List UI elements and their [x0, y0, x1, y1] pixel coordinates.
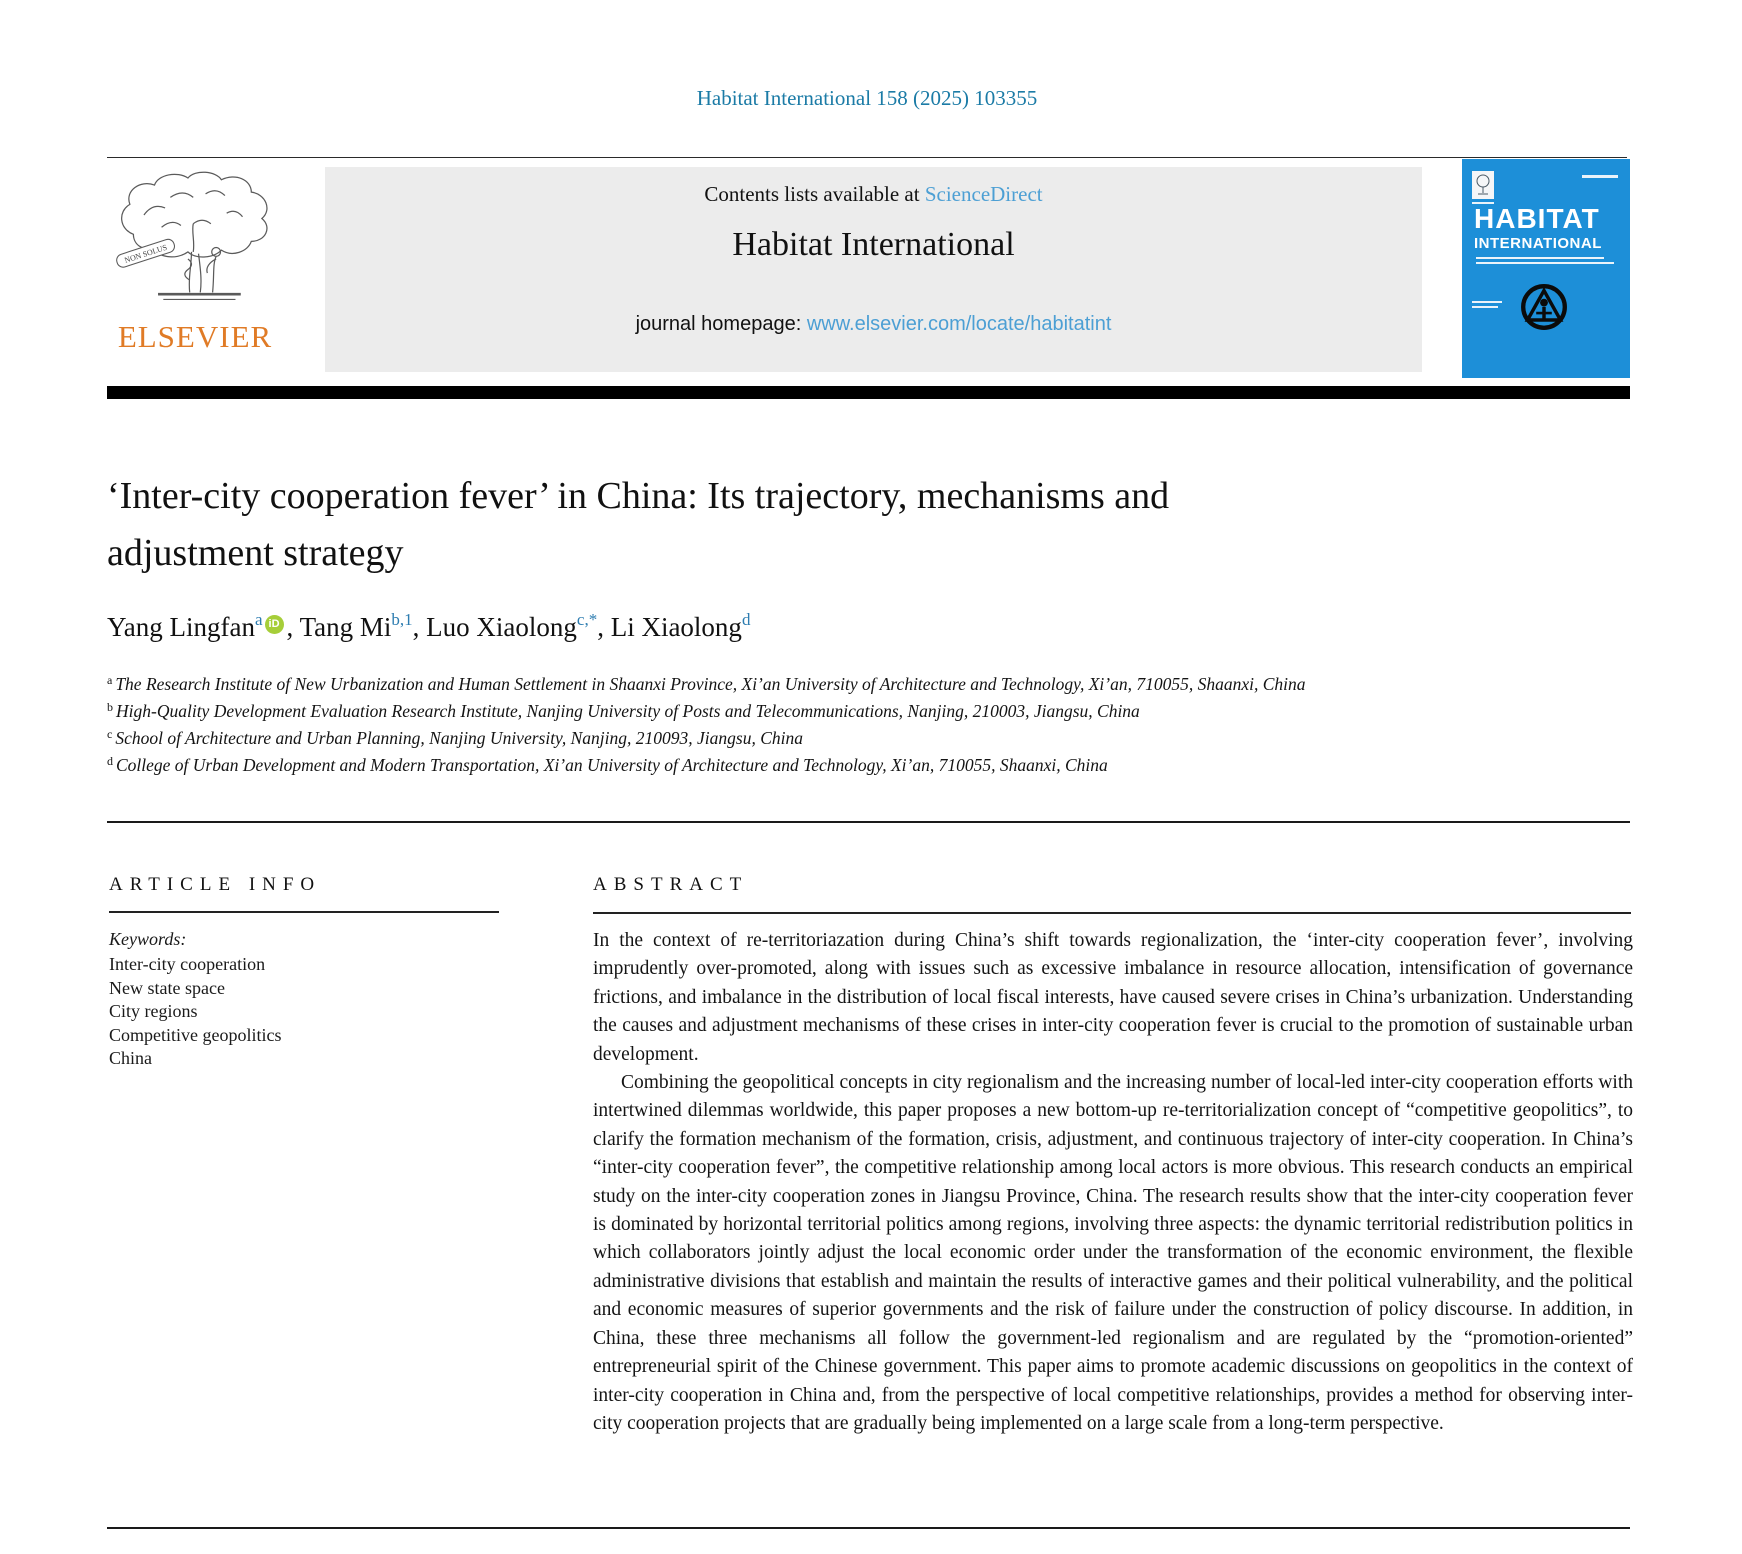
- author-affiliation-mark: d: [741, 610, 751, 629]
- author-affiliation-mark: a: [255, 610, 263, 629]
- author-affiliation-mark: c,*: [576, 610, 598, 629]
- affiliation-entry: [107, 672, 1337, 699]
- author-line: [107, 612, 1631, 643]
- cover-emblem-icon: [1518, 281, 1570, 333]
- author-affiliation-mark: b,1: [391, 610, 413, 629]
- affiliation-entry: [107, 726, 1337, 753]
- homepage-line: [325, 313, 1422, 336]
- article-title: [107, 468, 1631, 582]
- keyword-item: Inter-city cooperation: [109, 954, 266, 974]
- affiliation-text: High-Quality Development Evaluation Research Institute, Nanjing University of Posts and Telecommunications, Nanjing, 210003, Jiangsu, China: [116, 701, 1140, 721]
- section-divider-rule: [107, 821, 1630, 823]
- elsevier-wordmark: ELSEVIER: [117, 319, 273, 354]
- cover-elsevier-mini-logo-icon: [1472, 171, 1494, 199]
- orcid-icon[interactable]: iD: [265, 615, 284, 634]
- keywords-label: Keywords:: [109, 929, 187, 949]
- cover-tagline-microtext: [1476, 257, 1604, 259]
- cover-issn-microtext: [1582, 175, 1618, 178]
- author-separator: ,: [412, 612, 427, 642]
- affiliation-text: College of Urban Development and Modern Transportation, Xi’an University of Architecture and Technology, Xi’an, 710055, Shaanxi, China: [116, 755, 1108, 775]
- keywords-list: [109, 953, 509, 1071]
- homepage-prefix: journal homepage:: [635, 313, 807, 335]
- affiliation-label: c: [107, 727, 113, 741]
- article-info-heading: ARTICLE INFO: [109, 874, 322, 895]
- journal-cover-thumbnail[interactable]: [1462, 159, 1630, 378]
- article-title-line2: adjustment strategy: [107, 532, 404, 574]
- elsevier-logo[interactable]: [103, 165, 287, 365]
- cover-editor-microtext: [1472, 301, 1502, 303]
- journal-masthead: [325, 167, 1422, 372]
- cover-subtitle: INTERNATIONAL: [1474, 235, 1602, 252]
- cover-tagline-microtext: [1476, 262, 1614, 264]
- contents-text: Contents lists available at: [704, 182, 925, 206]
- abstract-rule: [593, 912, 1631, 914]
- abstract-body: [593, 927, 1633, 1438]
- affiliation-text: School of Architecture and Urban Planning, Nanjing University, Nanjing, 210093, Jiangsu, China: [115, 728, 803, 748]
- keyword-item: Competitive geopolitics: [109, 1024, 282, 1045]
- keyword-item: New state space: [109, 977, 225, 998]
- non-solus-motto: NON SOLUS: [123, 242, 169, 265]
- cover-editor-microtext: [1472, 306, 1498, 308]
- affiliation-label: a: [107, 673, 113, 687]
- divider-bar: [107, 386, 1630, 399]
- sciencedirect-link[interactable]: ScienceDirect: [924, 182, 1043, 206]
- author-separator: ,: [597, 612, 611, 642]
- abstract-paragraph-2: Combining the geopolitical concepts in city regionalism and the increasing number of local-led inter-city cooperation efforts with intertwined dilemmas worldwide, this paper proposes a new bottom-up re-territorialization concept of “competitive geopolitics”, to clarify the formation mechanism of the formation, crisis, adjustment, and continuous trajectory of inter-city cooperation. In China’s “inter-city cooperation fever”, the competitive relationship among local actors is more obvious. This research conducts an empirical study on the inter-city cooperation zones in Jiangsu Province, China. The research results show that the inter-city cooperation fever is dominated by horizontal territorial politics among regions, involving three aspects: the dynamic territorial redistribution politics in which collaborators jointly adjust the local economic order under the transformation of the economic environment, the flexible administrative divisions that establish and maintain the results of interactive games and their political vulnerability, and the political and economic measures of superior governments and the risk of failure under the construction of policy discourse. In addition, in China, these three mechanisms all follow the government-led regionalism and are regulated by the “promotion-oriented” entrepreneurial spirit of the Chinese government. This paper aims to promote academic discussions on geopolitics in the context of inter-city cooperation in China and, from the perspective of local competitive relationships, provides a method for observing inter-city cooperation projects that are gradually being implemented on a large scale from a long-term perspective.: [593, 1072, 1633, 1434]
- affiliation-label: d: [107, 754, 113, 768]
- author-separator: ,: [286, 612, 300, 642]
- author-name: Yang Lingfan: [107, 612, 255, 642]
- affiliation-entry: [107, 753, 1337, 780]
- article-info-rule: [109, 911, 499, 913]
- affiliation-label: b: [107, 700, 113, 714]
- journal-title: Habitat International: [732, 226, 1015, 263]
- abstract-paragraph-1: In the context of re-territoriazation during China’s shift towards regionalization, the ‘inter-city cooperation fever’, involving imprudently over-promoted, along with issues such as excessive imbalance in resource allocation, intensification of governance frictions, and imbalance in the distribution of local fiscal interests, have caused severe crises in China’s urbanization. Understanding the causes and adjustment mechanisms of these crises in inter-city cooperation fever is crucial to the promotion of sustainable urban development.: [593, 930, 1633, 1065]
- article-title-line1: ‘Inter-city cooperation fever’ in China: Its trajectory, mechanisms and: [107, 475, 1170, 517]
- author-name: Luo Xiaolong: [426, 612, 577, 642]
- keyword-item: China: [109, 1048, 152, 1068]
- affiliations: [107, 672, 1337, 780]
- author-name: Li Xiaolong: [610, 612, 742, 642]
- abstract-heading: ABSTRACT: [593, 874, 749, 895]
- author-name: Tang Mi: [299, 612, 392, 642]
- bottom-rule: [107, 1527, 1630, 1529]
- affiliation-text: The Research Institute of New Urbanization and Human Settlement in Shaanxi Province, Xi’an University of Architecture and Technology, Xi’an, 710055, Shaanxi, China: [115, 674, 1306, 694]
- keyword-item: City regions: [109, 1001, 198, 1021]
- elsevier-tree-icon: [107, 165, 283, 323]
- affiliation-entry: [107, 699, 1337, 726]
- homepage-link[interactable]: www.elsevier.com/locate/habitatint: [806, 313, 1112, 335]
- journal-citation-link[interactable]: Habitat International 158 (2025) 103355: [696, 86, 1038, 110]
- top-rule: [107, 157, 1627, 158]
- cover-title: HABITAT: [1474, 203, 1600, 234]
- contents-line: [325, 182, 1422, 207]
